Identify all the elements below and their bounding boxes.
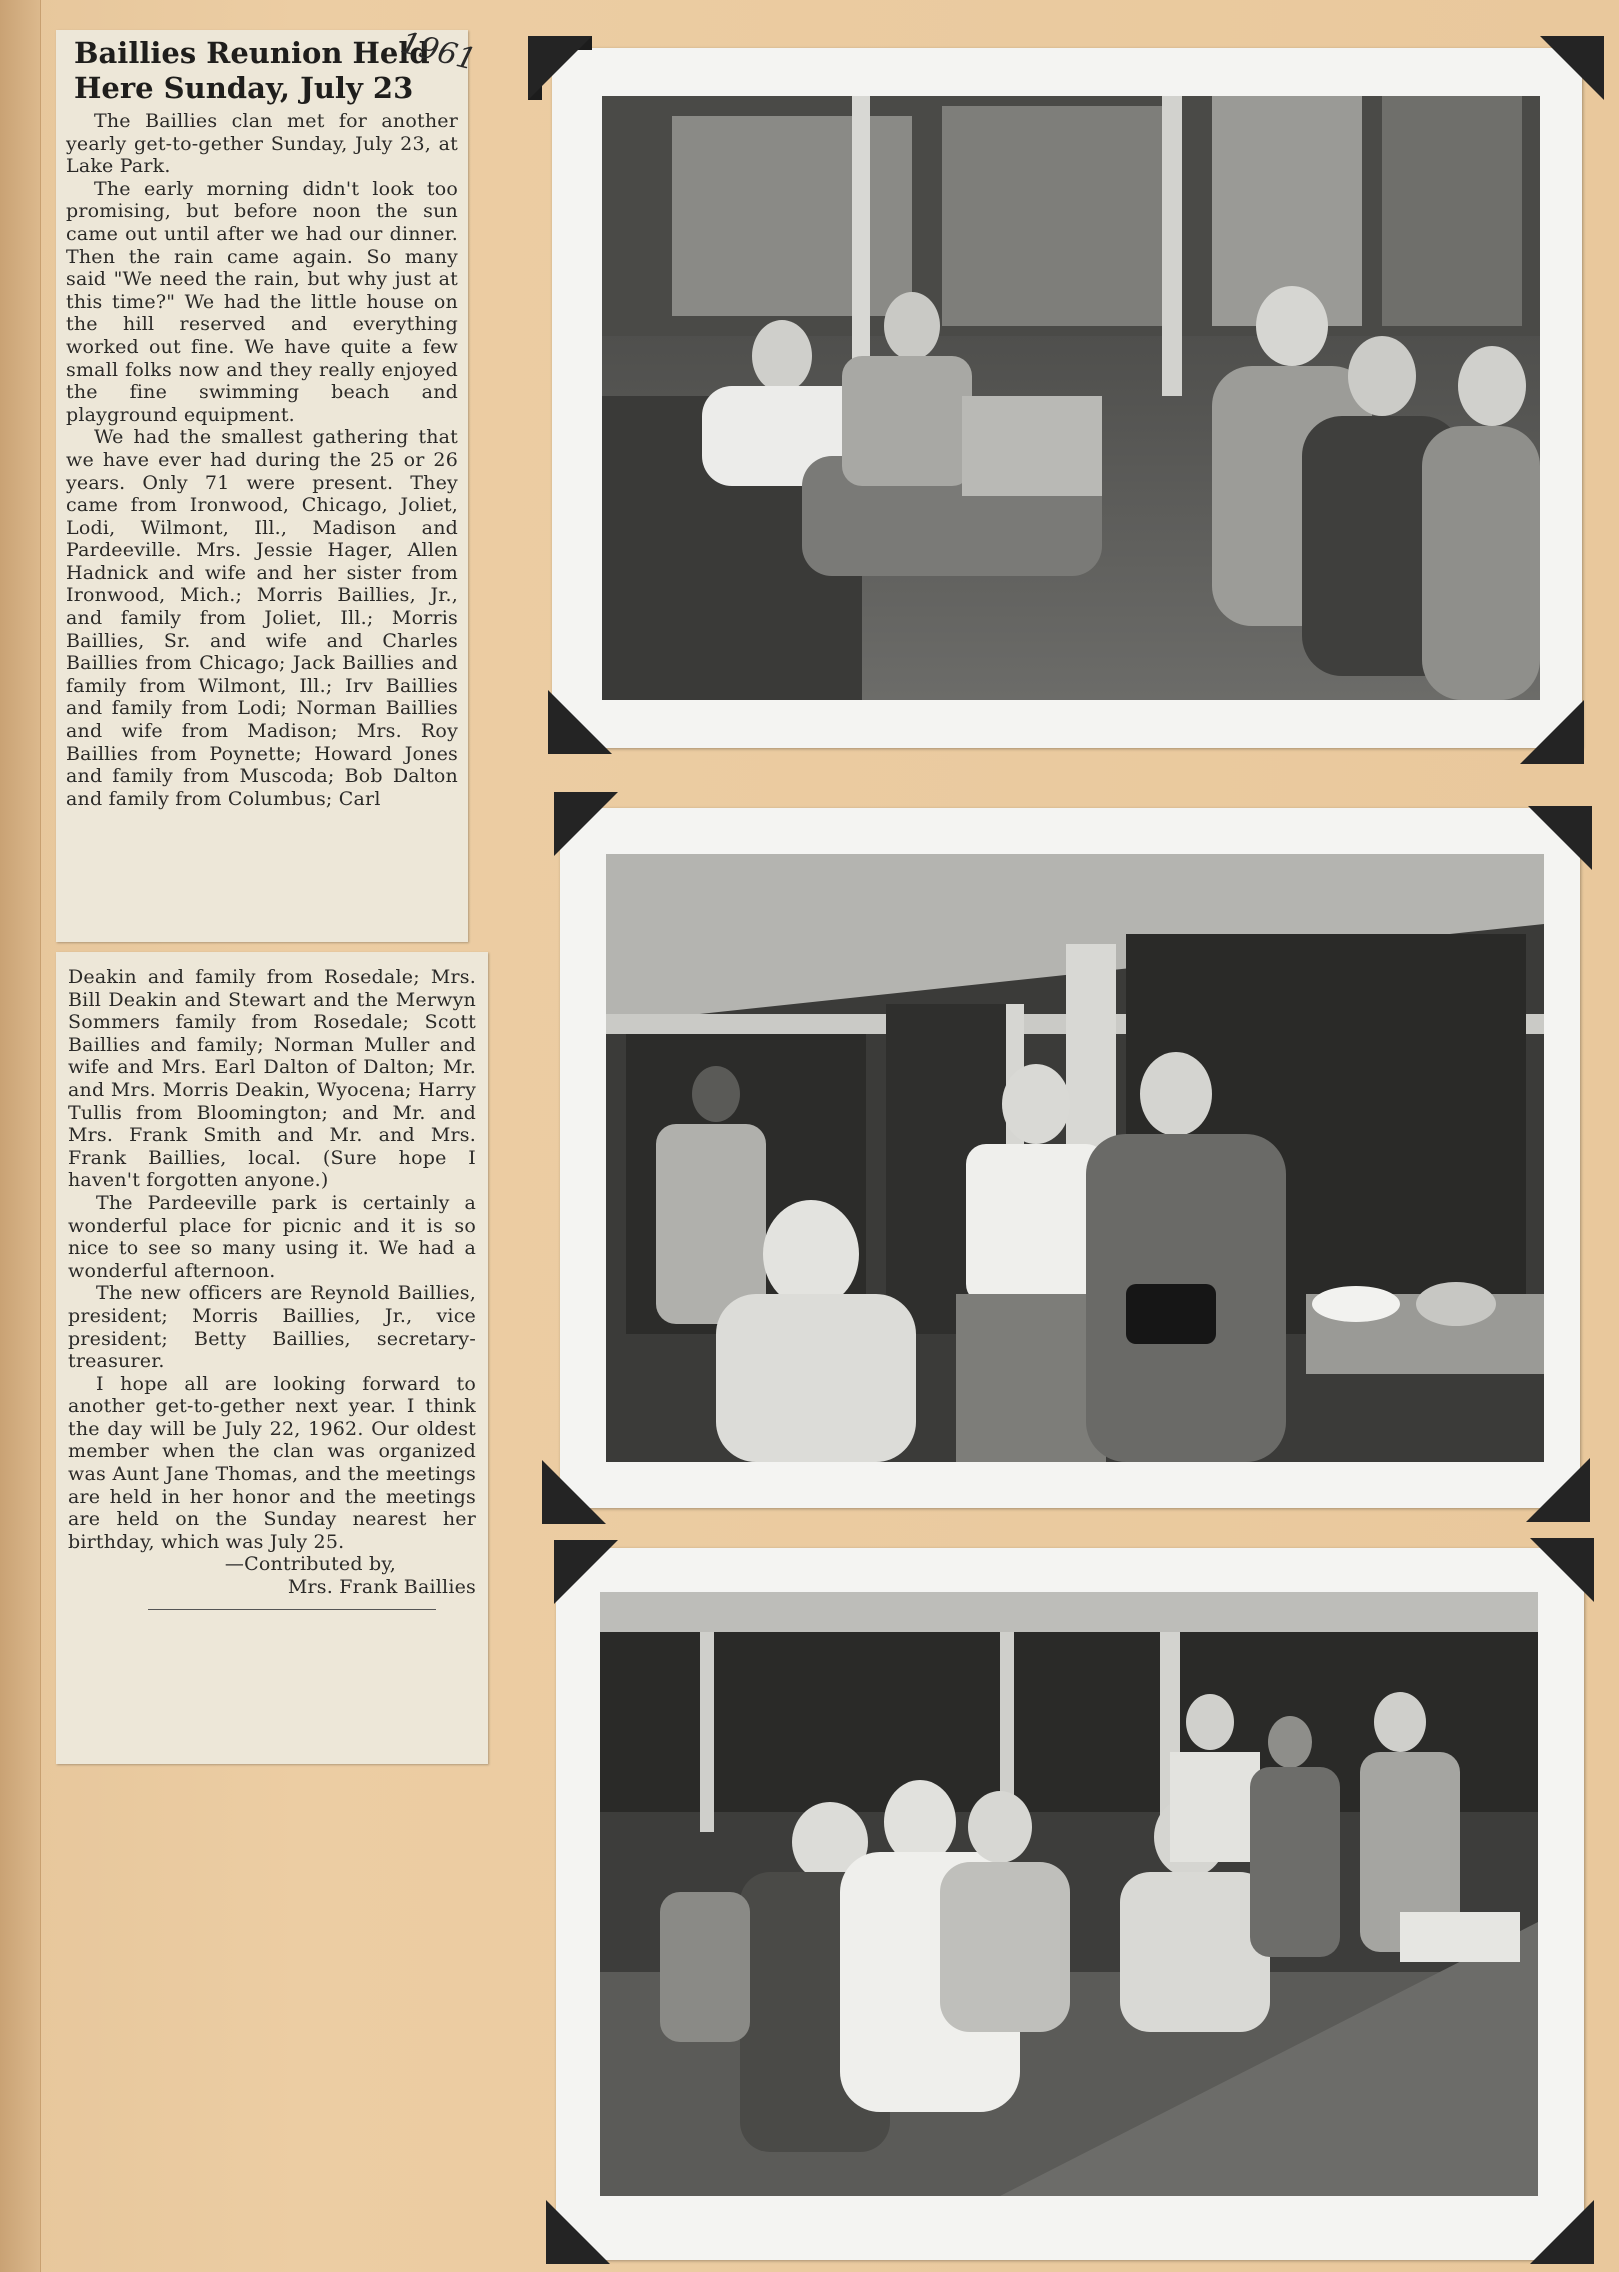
signoff-rule	[148, 1609, 436, 1610]
newspaper-clipping-bottom	[56, 952, 488, 1764]
photo-image-2	[606, 854, 1544, 1462]
photo-corner-1-tl	[528, 36, 592, 100]
photo-image-1	[602, 96, 1540, 700]
photo-corner-1-bl	[548, 690, 612, 754]
photo-print-1	[552, 48, 1582, 748]
headline-line-1: Baillies Reunion Held	[74, 36, 430, 70]
photo-corner-3-tr	[1530, 1538, 1594, 1602]
photo-corner-2-tl	[554, 792, 618, 856]
photo-corner-2-bl	[542, 1460, 606, 1524]
signoff-line-1: —Contributed by,	[224, 1553, 396, 1576]
signoff-line-2: Mrs. Frank Baillies	[287, 1576, 476, 1599]
paragraph: The Baillies clan met for another yearly get-to-gether Sunday, July 23, at Lake Park.	[66, 110, 458, 178]
paragraph: I hope all are looking forward to another get-to-gether next year. I think the day will be July 22, 1962. Our oldest member when the clan was organized was Aunt Jane Thomas, and the meetings are held in her honor and the meetings are held on the Sunday nearest her birthday, which was July 25.	[68, 1372, 476, 1553]
photo-corner-2-br	[1526, 1458, 1590, 1522]
clipping-body-part1	[66, 110, 458, 810]
paragraph-continuation: Deakin and family from Rosedale; Mrs. Bill Deakin and Stewart and the Merwyn Sommers family from Rosedale; Scott Baillies and family; Norman Muller and wife and Mrs. Earl Dalton of Dalton; Mr. and Mrs. Morris Deakin, Wyocena; Harry Tullis from Bloomington; and Mr. and Mrs. Frank Smith and Mr. and Mrs. Frank Baillies, local. (Sure hope I haven't forgotten anyone.)	[68, 966, 476, 1192]
album-binding-edge	[0, 0, 41, 2272]
paragraph: The new officers are Reynold Baillies, president; Morris Baillies, Jr., vice president; Betty Baillies, secretary-treasurer.	[68, 1282, 476, 1373]
photo-2-scene	[606, 854, 1544, 1462]
handwritten-year: 1961	[396, 25, 480, 78]
signoff	[68, 1553, 476, 1598]
photo-corner-2-tr	[1528, 806, 1592, 870]
photo-3-scene	[600, 1592, 1538, 2196]
paragraph: We had the smallest gathering that we have ever had during the 25 or 26 years. Only 71 were present. They came from Ironwood, Chicago, Joliet, Lodi, Wilmont, Ill., Madison and Pardeeville. Mrs. Jessie Hager, Allen Hadnick and wife and her sister from Ironwood, Mich.; Morris Baillies, Jr., and family from Joliet, Ill.; Morris Baillies, Sr. and wife and Charles Baillies from Chicago; Jack Baillies and family from Wilmont, Ill.; Irv Baillies and family from Lodi; Norman Baillies and wife from Madison; Mrs. Roy Baillies from Poynette; Howard Jones and family from Muscoda; Bob Dalton and family from Columbus; Carl	[66, 426, 458, 810]
photo-image-3	[600, 1592, 1538, 2196]
photo-corner-3-tl	[554, 1540, 618, 1604]
photo-print-3	[556, 1548, 1584, 2260]
photo-corner-1-tr	[1540, 36, 1604, 100]
photo-corner-3-br	[1530, 2200, 1594, 2264]
paragraph: The early morning didn't look too promising, but before noon the sun came out until after we had our dinner. Then the rain came again. So many said "We need the rain, but why just at this time?" We had the little house on the hill reserved and everything worked out fine. We have quite a few small folks now and they really enjoyed the fine swimming beach and playground equipment.	[66, 177, 458, 426]
paragraph: The Pardeeville park is certainly a wonderful place for picnic and it is so nice to see so many using it. We had a wonderful afternoon.	[68, 1191, 476, 1282]
headline-line-2: Here Sunday, July 23	[74, 71, 414, 105]
clipping-body-part2	[68, 966, 476, 1553]
photo-1-scene	[602, 96, 1540, 700]
newspaper-clipping-top	[56, 30, 468, 942]
photo-print-2	[560, 808, 1580, 1508]
photo-corner-3-bl	[546, 2200, 610, 2264]
photo-corner-1-br	[1520, 700, 1584, 764]
